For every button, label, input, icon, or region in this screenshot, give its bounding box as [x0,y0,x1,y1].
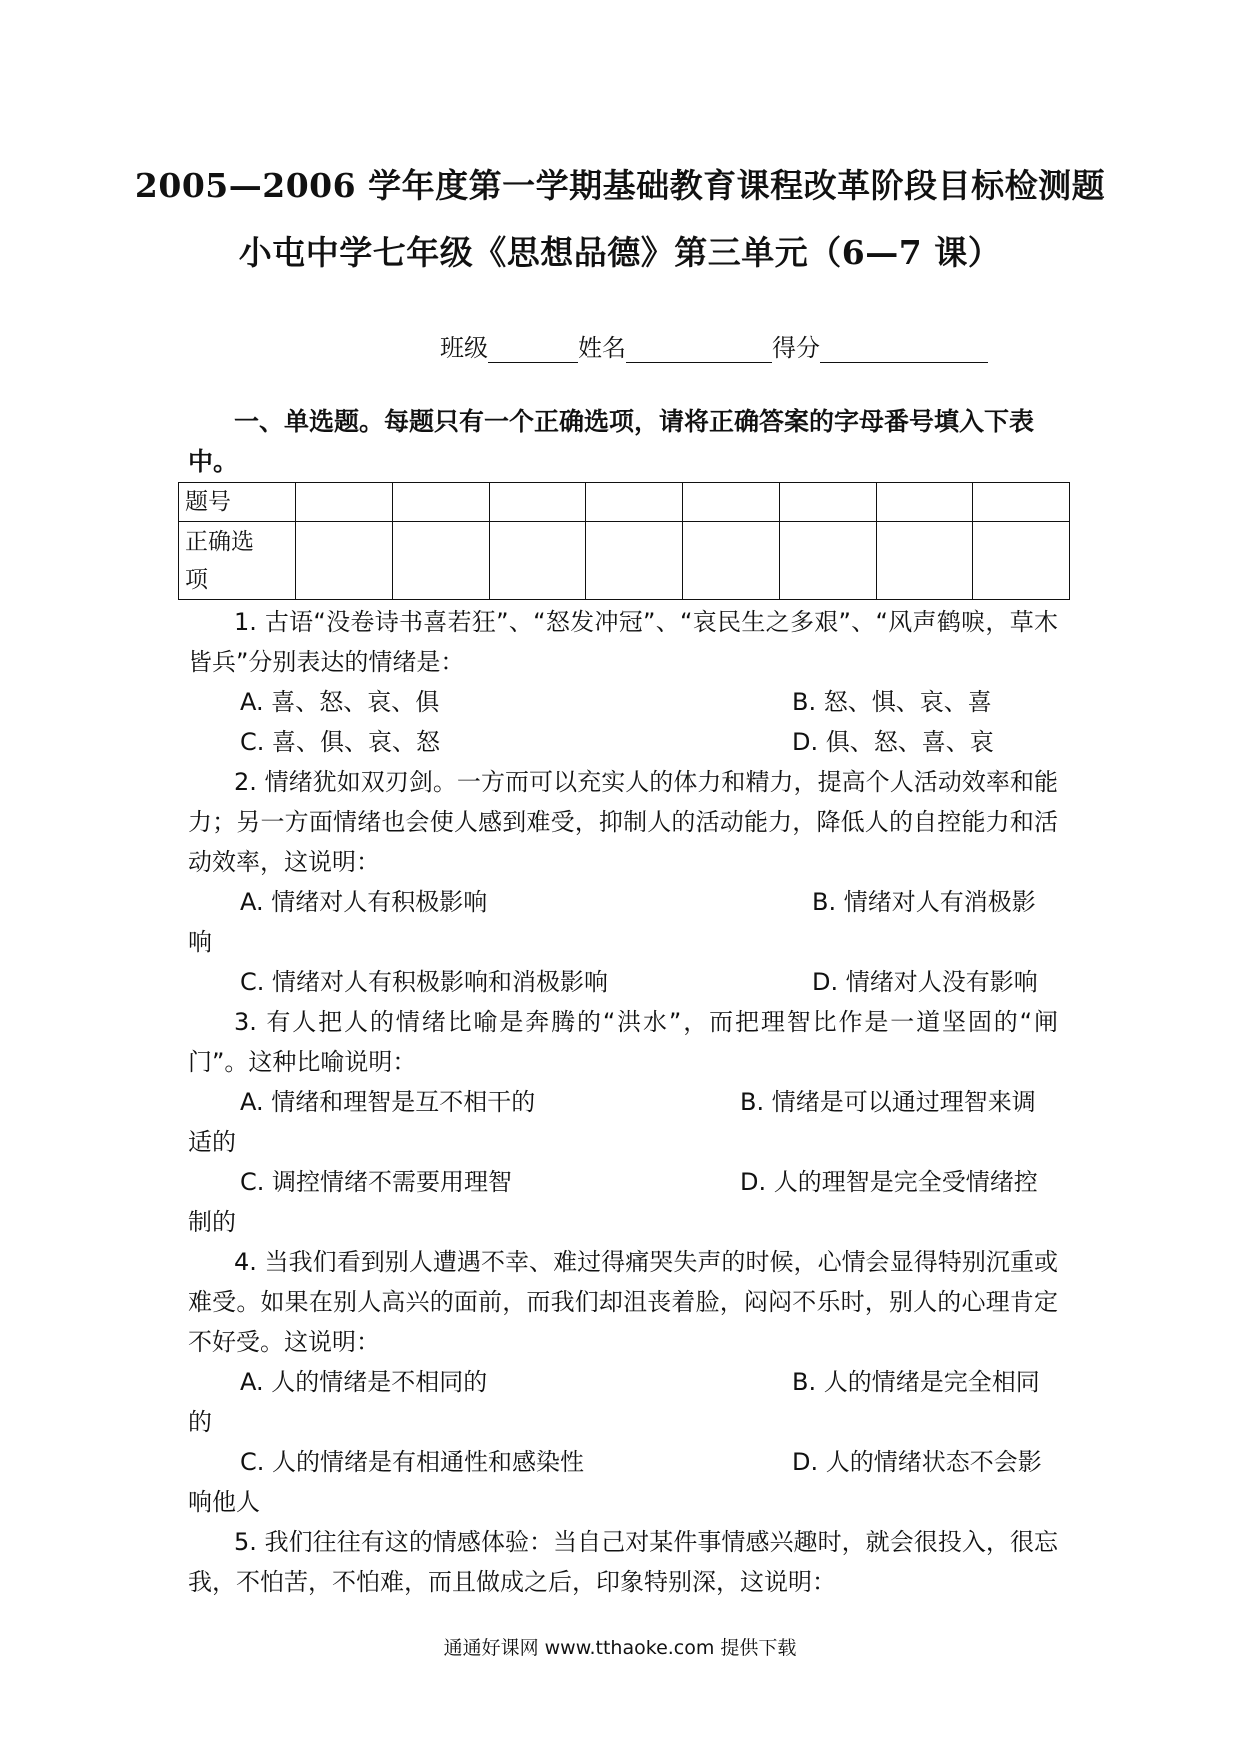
answer-cell[interactable] [876,483,973,522]
student-info-line [440,328,988,363]
section-heading: 一、单选题。每题只有一个正确选项，请将正确答案的字母番号填入下表中。 [188,407,1035,476]
question-stem: 1. 古语“没卷诗书喜若狂”、“怒发冲冠”、“哀民生之多艰”、“风声鹤唳，草木皆兵”分别表达的情绪是： [188,608,1058,676]
name-label: 姓名 [578,334,626,362]
name-blank[interactable] [626,338,772,363]
score-label: 得分 [772,334,820,362]
exam-subtitle: 小屯中学七年级《思想品德》第三单元（6—7 课） [238,233,1002,272]
option-a: A. 喜、怒、哀、俱 [240,688,440,716]
exam-title: 2005—2006 学年度第一学期基础教育课程改革阶段目标检测题 [134,166,1106,205]
option-row [188,1082,1058,1162]
answer-cell[interactable] [392,522,489,600]
option-d: D. 情绪对人没有影响 [812,968,1038,996]
option-c: C. 情绪对人有积极影响和消极影响 [240,968,609,996]
option-b: B. 怒、惧、哀、喜 [792,688,992,716]
option-d: D. 人的情绪状态不会影 [792,1448,1042,1476]
option-a: A. 情绪对人有积极影响 [240,888,488,916]
question-number-label: 题号 [179,483,296,522]
answer-cell[interactable] [489,522,586,600]
class-label: 班级 [440,334,488,362]
option-b-tail: 的 [188,1408,212,1436]
option-row [188,1442,1058,1522]
answer-table [178,482,1070,600]
option-c: C. 人的情绪是有相通性和感染性 [240,1448,585,1476]
option-b-tail: 适的 [188,1128,236,1156]
answer-cell[interactable] [683,522,780,600]
option-b: B. 情绪对人有消极影 [812,888,1036,916]
option-row [188,722,1058,762]
question-stem: 5. 我们往往有这的情感体验：当自己对某件事情感兴趣时，就会很投入，很忘我，不怕苦，不怕难，而且做成之后，印象特别深，这说明： [188,1528,1058,1596]
option-c: C. 喜、俱、哀、怒 [240,728,441,756]
question-stem: 2. 情绪犹如双刃剑。一方而可以充实人的体力和精力，提高个人活动效率和能力；另一方面情绪也会使人感到难受，抑制人的活动能力，降低人的自控能力和活动效率，这说明： [188,768,1058,876]
question-stem: 3. 有人把人的情绪比喻是奔腾的“洪水”，而把理智比作是一道坚固的“闸门”。这种比喻说明： [188,1008,1058,1076]
answer-cell[interactable] [489,483,586,522]
option-row [188,882,1058,962]
class-blank[interactable] [488,338,578,363]
answer-cell[interactable] [876,522,973,600]
answer-cell[interactable] [779,483,876,522]
answer-cell[interactable] [296,522,393,600]
question-number-row [179,483,1070,522]
answer-cell[interactable] [973,483,1070,522]
answer-cell[interactable] [683,483,780,522]
answer-cell[interactable] [973,522,1070,600]
option-b-tail: 响 [188,928,212,956]
option-a: A. 人的情绪是不相同的 [240,1368,488,1396]
question-stem: 4. 当我们看到别人遭遇不幸、难过得痛哭失声的时候，心情会显得特别沉重或难受。如果在别人高兴的面前，而我们却沮丧着脸，闷闷不乐时，别人的心理肯定不好受。这说明： [188,1248,1058,1356]
option-d-tail: 响他人 [188,1488,260,1516]
option-row [188,1362,1058,1442]
answer-cell[interactable] [586,522,683,600]
option-c: C. 调控情绪不需要用理智 [240,1168,513,1196]
option-d: D. 人的理智是完全受情绪控 [740,1168,1038,1196]
option-row [188,1162,1058,1242]
option-d: D. 俱、怒、喜、哀 [792,728,994,756]
option-a: A. 情绪和理智是互不相干的 [240,1088,536,1116]
answer-row [179,522,1070,600]
questions-body [188,602,1058,1602]
option-row [188,962,1058,1002]
answer-cell[interactable] [296,483,393,522]
option-b: B. 人的情绪是完全相同 [792,1368,1040,1396]
footer-source: 通通好课网 www.tthaoke.com 提供下载 [443,1637,797,1659]
answer-cell[interactable] [586,483,683,522]
option-b: B. 情绪是可以通过理智来调 [740,1088,1036,1116]
answer-cell[interactable] [392,483,489,522]
answer-label: 正确选 项 [179,522,296,600]
option-d-tail: 制的 [188,1208,236,1236]
option-row [188,682,1058,722]
answer-cell[interactable] [779,522,876,600]
score-blank[interactable] [820,338,988,363]
